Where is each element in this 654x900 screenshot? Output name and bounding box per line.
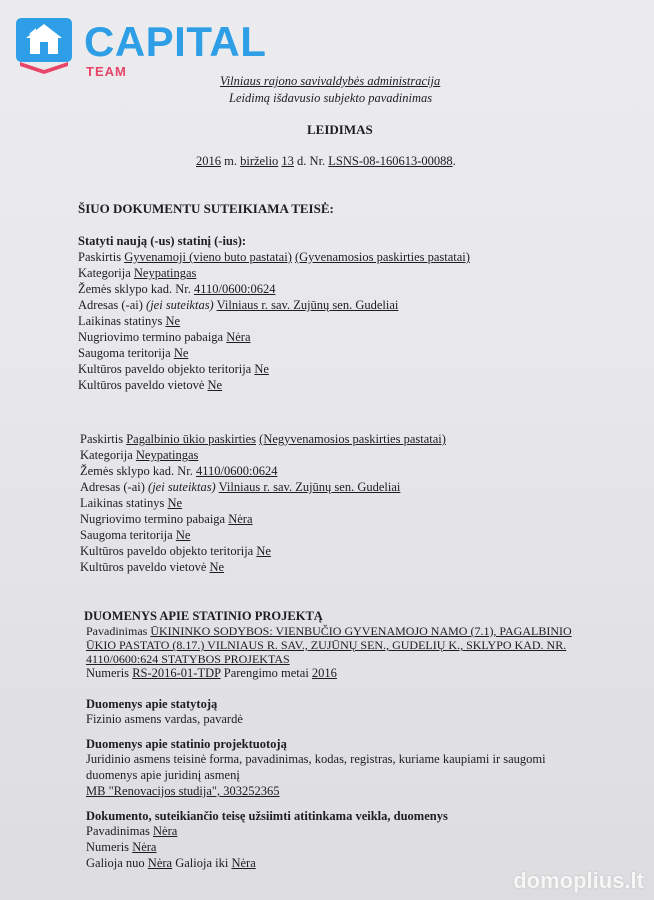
date-year: 2016 <box>196 154 221 168</box>
issuer-name: Vilniaus rajono savivaldybės administracija <box>220 74 441 88</box>
project-heading: DUOMENYS APIE STATINIO PROJEKTĄ <box>84 609 323 623</box>
issuer-caption: Leidimą išdavusio subjekto pavadinimas <box>229 91 433 105</box>
project-number-row: Numeris RS-2016-01-TDP Parengimo metai 2016 <box>86 666 337 680</box>
project-name-line-1: ŪKININKO SODYBOS: VIENBUČIO GYVENAMOJO NAMO (7.1), PAGALBINIO <box>150 624 572 638</box>
project-name-block <box>86 624 572 666</box>
saugoma-row: Saugoma teritorija Ne <box>78 346 189 360</box>
sklypas-row: Žemės sklypo kad. Nr. 4110/0600:0624 <box>80 464 278 478</box>
date-d: d. <box>297 154 307 168</box>
project-name-label: Pavadinimas <box>86 624 148 638</box>
kulturos-vietove-row: Kultūros paveldo vietovė Ne <box>78 378 223 392</box>
designer-value: MB "Renovacijos studija", 303252365 <box>86 784 280 798</box>
designer-line-2: duomenys apie juridinį asmenį <box>86 768 240 782</box>
adresas-row: Adresas (-ai) (jei suteiktas) Vilniaus r. sav. Zujūnų sen. Gudeliai <box>80 480 401 494</box>
paskirtis-row: Paskirtis Pagalbinio ūkio paskirties (Negyvenamosios paskirties pastatai) <box>80 432 446 446</box>
sklypas-row: Žemės sklypo kad. Nr. 4110/0600:0624 <box>78 282 276 296</box>
build-heading: Statyti naują (-us) statinį (-ius): <box>78 234 247 248</box>
house-logo-icon <box>14 14 74 74</box>
rights-heading: ŠIUO DOKUMENTU SUTEIKIAMA TEISĖ: <box>78 201 334 216</box>
document-date-number <box>196 154 456 169</box>
nr-value: LSNS-08-160613-00088 <box>328 154 453 168</box>
designer-heading: Duomenys apie statinio projektuotoją <box>86 737 287 751</box>
kulturos-objekto-row: Kultūros paveldo objekto teritorija Ne <box>80 544 271 558</box>
laikinas-row: Laikinas statinys Ne <box>80 496 183 510</box>
kategorija-row: Kategorija Neypatingas <box>78 266 197 280</box>
activity-doc-heading: Dokumento, suteikiančio teisę užsiimti atitinkama veikla, duomenys <box>86 809 448 823</box>
activity-doc-validity-row: Galioja nuo Nėra Galioja iki Nėra <box>86 856 256 870</box>
designer-block <box>86 751 546 799</box>
logo-sub-text: TEAM <box>86 64 127 79</box>
site-watermark: domoplius.lt <box>513 868 644 893</box>
activity-doc-block <box>86 823 256 871</box>
nugriovimo-row: Nugriovimo termino pabaiga Nėra <box>78 330 251 344</box>
date-month: birželio <box>240 154 279 168</box>
date-day: 13 <box>281 154 294 168</box>
builder-line: Fizinio asmens vardas, pavardė <box>86 712 243 726</box>
logo-brand-text: CAPITAL <box>84 18 267 65</box>
activity-doc-number-row: Numeris Nėra <box>86 840 157 854</box>
build-block-2 <box>80 431 446 575</box>
date-m: m. <box>224 154 237 168</box>
kategorija-row: Kategorija Neypatingas <box>80 448 199 462</box>
laikinas-row: Laikinas statinys Ne <box>78 314 181 328</box>
adresas-row: Adresas (-ai) (jei suteiktas) Vilniaus r. sav. Zujūnų sen. Gudeliai <box>78 298 399 312</box>
builder-heading: Duomenys apie statytoją <box>86 697 218 711</box>
nr-end: . <box>452 154 456 168</box>
nr-label: Nr. <box>309 154 326 168</box>
kulturos-objekto-row: Kultūros paveldo objekto teritorija Ne <box>78 362 269 376</box>
capital-team-logo <box>14 14 276 79</box>
paskirtis-row: Paskirtis Gyvenamoji (vieno buto pastatai) (Gyvenamosios paskirties pastatai) <box>78 250 470 264</box>
project-name-line-3: 4110/0600:624 STATYBOS PROJEKTAS <box>86 652 290 666</box>
activity-doc-name-row: Pavadinimas Nėra <box>86 824 178 838</box>
saugoma-row: Saugoma teritorija Ne <box>80 528 191 542</box>
kulturos-vietove-row: Kultūros paveldo vietovė Ne <box>80 560 225 574</box>
nugriovimo-row: Nugriovimo termino pabaiga Nėra <box>80 512 253 526</box>
project-name-line-2: ŪKIO PASTATO (8.17.) VILNIAUS R. SAV., ZUJŪNŲ SEN., GUDELIŲ K., SKLYPO KAD. NR. <box>86 638 567 652</box>
designer-line-1: Juridinio asmens teisinė forma, pavadinimas, kodas, registras, kuriame kaupiami ir saugomi <box>86 752 546 766</box>
build-block-1 <box>78 249 470 393</box>
document-title: LEIDIMAS <box>307 122 373 137</box>
